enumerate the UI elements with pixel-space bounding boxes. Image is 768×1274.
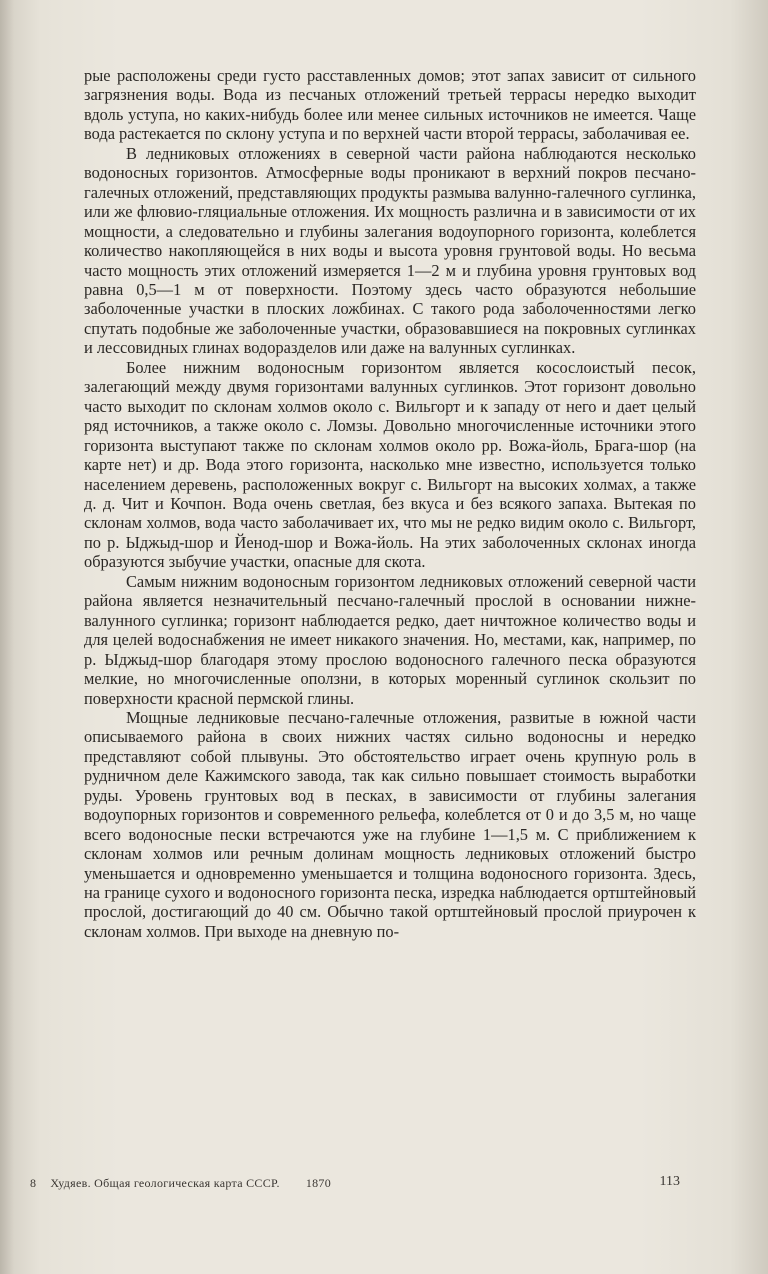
body-text [84, 66, 696, 941]
paragraph-5: Мощные ледниковые песчано-галечные отложения, развитые в южной части описываемого района в своих нижних частях сильно водоносны и нередко представляют собой плывуны. Это обстоятельство играет очень крупную роль в рудничном деле Кажимского завода, так как сильно повышает стоимость выработки руды. Уровень грунтовых вод в песках, в зависимости от глубины залегания водоупорных горизонтов и современного рельефа, колеблется от 0 и до 3,5 м, но чаще всего водоносные пески встречаются уже на глубине 1—1,5 м. С приближением к склонам холмов или речным долинам мощность ледниковых отложений быстро уменьшается и одновременно уменьшается и толщина водоносного горизонта. Здесь, на границе сухого и водоносного горизонта песка, изредка наблюдается ортштейновый прослой, достигающий до 40 см. Обычно такой ортштейновый прослой приурочен к склонам холмов. При выходе на дневную по- [84, 707, 696, 941]
signature-number: 8 [30, 1176, 37, 1190]
signature-code: 1870 [305, 1176, 332, 1190]
paragraph-3: Более нижним водоносным горизонтом является косослоистый песок, залегающий между двумя горизонтами валунных суглинков. Этот горизонт довольно часто выходит по склонам холмов около с. Вильгорт и к западу от него и дает целый ряд источников, а также около с. Ломзы. Довольно многочисленные источники этого горизонта выступают также по склонам холмов около рр. Вожа-йоль, Брага-шор (на карте нет) и др. Вода этого горизонта, насколько мне известно, используется только населением деревень, расположенных вокруг с. Вильгорт на высоких холмах, а также д. д. Чит и Кочпон. Вода очень светлая, без вкуса и без всякого запаха. Вытекая по склонам холмов, вода часто заболачивает их, что мы не редко видим около с. Вильгорт, по р. Ыджыд-шор и Йенод-шор и Вожа-йоль. На этих заболоченных склонах иногда образуются зыбучие участки, опасные для скота. [84, 357, 696, 572]
paragraph-4: Самым нижним водоносным горизонтом ледниковых отложений северной части района является незначительный песчано-галечный прослой в основании нижне-валунного суглинка; горизонт наблюдается редко, дает ничтожное количество воды и для целей водоснабжения не имеет никакого значения. Но, местами, как, например, по р. Ыджыд-шор благодаря этому прослою водоносного галечного песка образуются мелкие, но многочисленные оползни, в которых моренный суглинок скользит по поверхности красной пермской глины. [84, 571, 696, 708]
signature-text: Худяев. Общая геологическая карта СССР. [50, 1176, 280, 1190]
signature-line [30, 1176, 331, 1191]
paragraph-2: В ледниковых отложениях в северной части района наблюдаются несколько водоносных горизонтов. Атмосферные воды проникают в верхний покров песчано-галечных отложений, представляющих продукты размыва валунно-галечного суглинка, или же флювио-гляциальные отложения. Их мощность различна и в зависимости от их мощности, а следовательно и глубины залегания водоупорного горизонта, колеблется количество накопляющейся в них воды и высота уровня грунтовой воды. Но весьма часто мощность этих отложений измеряется 1—2 м и глубина уровня грунтовых вод равна 0,5—1 м от поверхности. Поэтому здесь часто образуются небольшие заболоченные участки в плоских ложбинах. С такого рода заболоченностями легко спутать подобные же заболоченные участки, образовавшиеся на покровных суглинках и лессовидных глинах водоразделов или даже на валунных суглинках. [84, 143, 696, 358]
paragraph-1: рые расположены среди густо расставленных домов; этот запах зависит от сильного загрязнения воды. Вода из песчаных отложений третьей террасы нередко выходит вдоль уступа, но каких-нибудь более или менее сильных источников не имеется. Чаще вода растекается по склону уступа и по верхней части второй террасы, заболачивая ее. [84, 66, 696, 144]
page-number: 113 [659, 1174, 680, 1189]
binding-shadow [0, 0, 14, 1274]
